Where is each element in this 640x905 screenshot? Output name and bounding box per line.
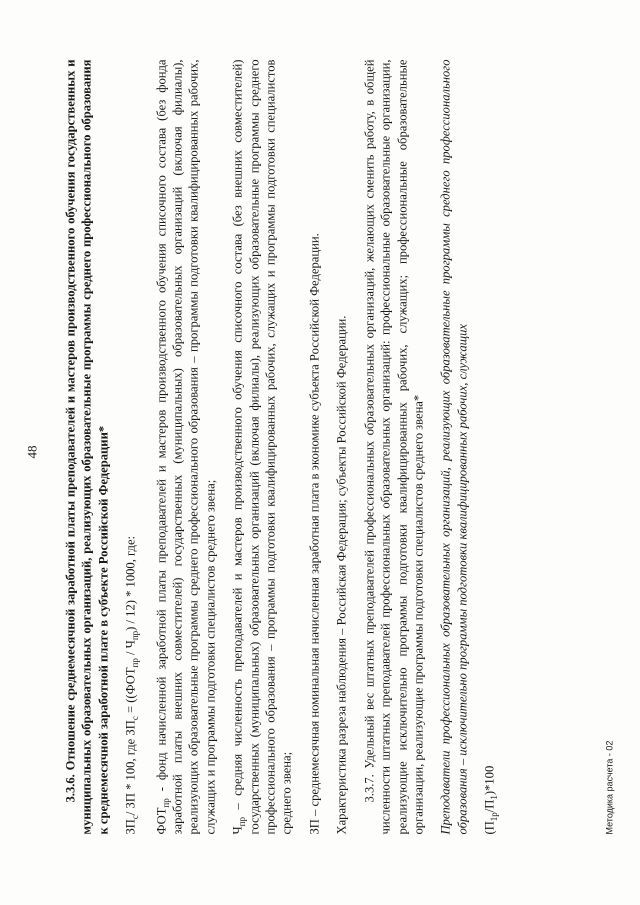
definition-fot: $ФОТ_{пр}$ - фонд начисленной заработной платы преподавателей и мастеров производственного обучения списочного состава (без фонда заработной платы внешних совместителей) государственных (муниципальных) образовательных организаций (включая филиалы), реализующих образовательные программы среднего профессионального образования – программы подготовки квалифицированных рабочих, служащих и программы подготовки специалистов среднего звена; — [154, 59, 218, 835]
definition-zp: ЗП – среднемесячная номинальная начисленная заработная плата в экономике субъекта Российской Федерации. — [307, 233, 322, 835]
rotated-page — [1, 0, 640, 905]
section-3-3-6-heading: 3.3.6. Отношение среднемесячной заработной платы преподавателей и мастеров производственного обучения государственных и муниципальных образовательных организаций, реализующих образовательные программы среднего профессионального образования к среднемесячной заработной плате в субъекте Российской Федерации* — [63, 59, 111, 835]
section-3-3-7-heading: 3.3.7. Удельный вес штатных преподавателей профессиональных образовательных организаций, желающих сменить работу, в общей численности штатных преподавателей профессиональных образовательных организаций: профессиональные образовательные организации, реализующие исключительно программы подготовки квалифицированных рабочих, служащих; профессиональные образовательные организации, реализующие программы подготовки специалистов среднего звена* — [362, 59, 426, 835]
formula-final: $(П_{1р}/П_1)*100$ — [482, 765, 500, 835]
observation-characteristic: Характеристика разреза наблюдения – Российская Федерация; субъекты Российской Федерации. — [334, 315, 349, 835]
definition-ch: $Ч_{пр}$ – средняя численность преподавателей и мастеров производственного обучения списочного состава (без внешних совместителей) государственных (муниципальных) образовательных организаций (включая филиалы), реализующих образовательные программы среднего профессионального образования – программы подготовки квалифицированных рабочих, служащих и программы подготовки специалистов среднего звена; — [230, 59, 294, 835]
document-body — [63, 60, 513, 835]
page-number: 48 — [24, 445, 40, 459]
footer-label: Методика расчета - 02 — [604, 740, 615, 835]
italic-note: Преподаватели профессиональных образовательных организаций, реализующих образовательные программы среднего профессионального образования – исключительно программы подготовки квалифицированных рабочих, служащих — [438, 59, 470, 835]
formula-zp: $ЗП_с/$ ЗП * 100, где $ЗП_с = ((ФОТ_{пр} / Ч_{пр}) / 12) * 1000$, где: — [123, 535, 141, 835]
